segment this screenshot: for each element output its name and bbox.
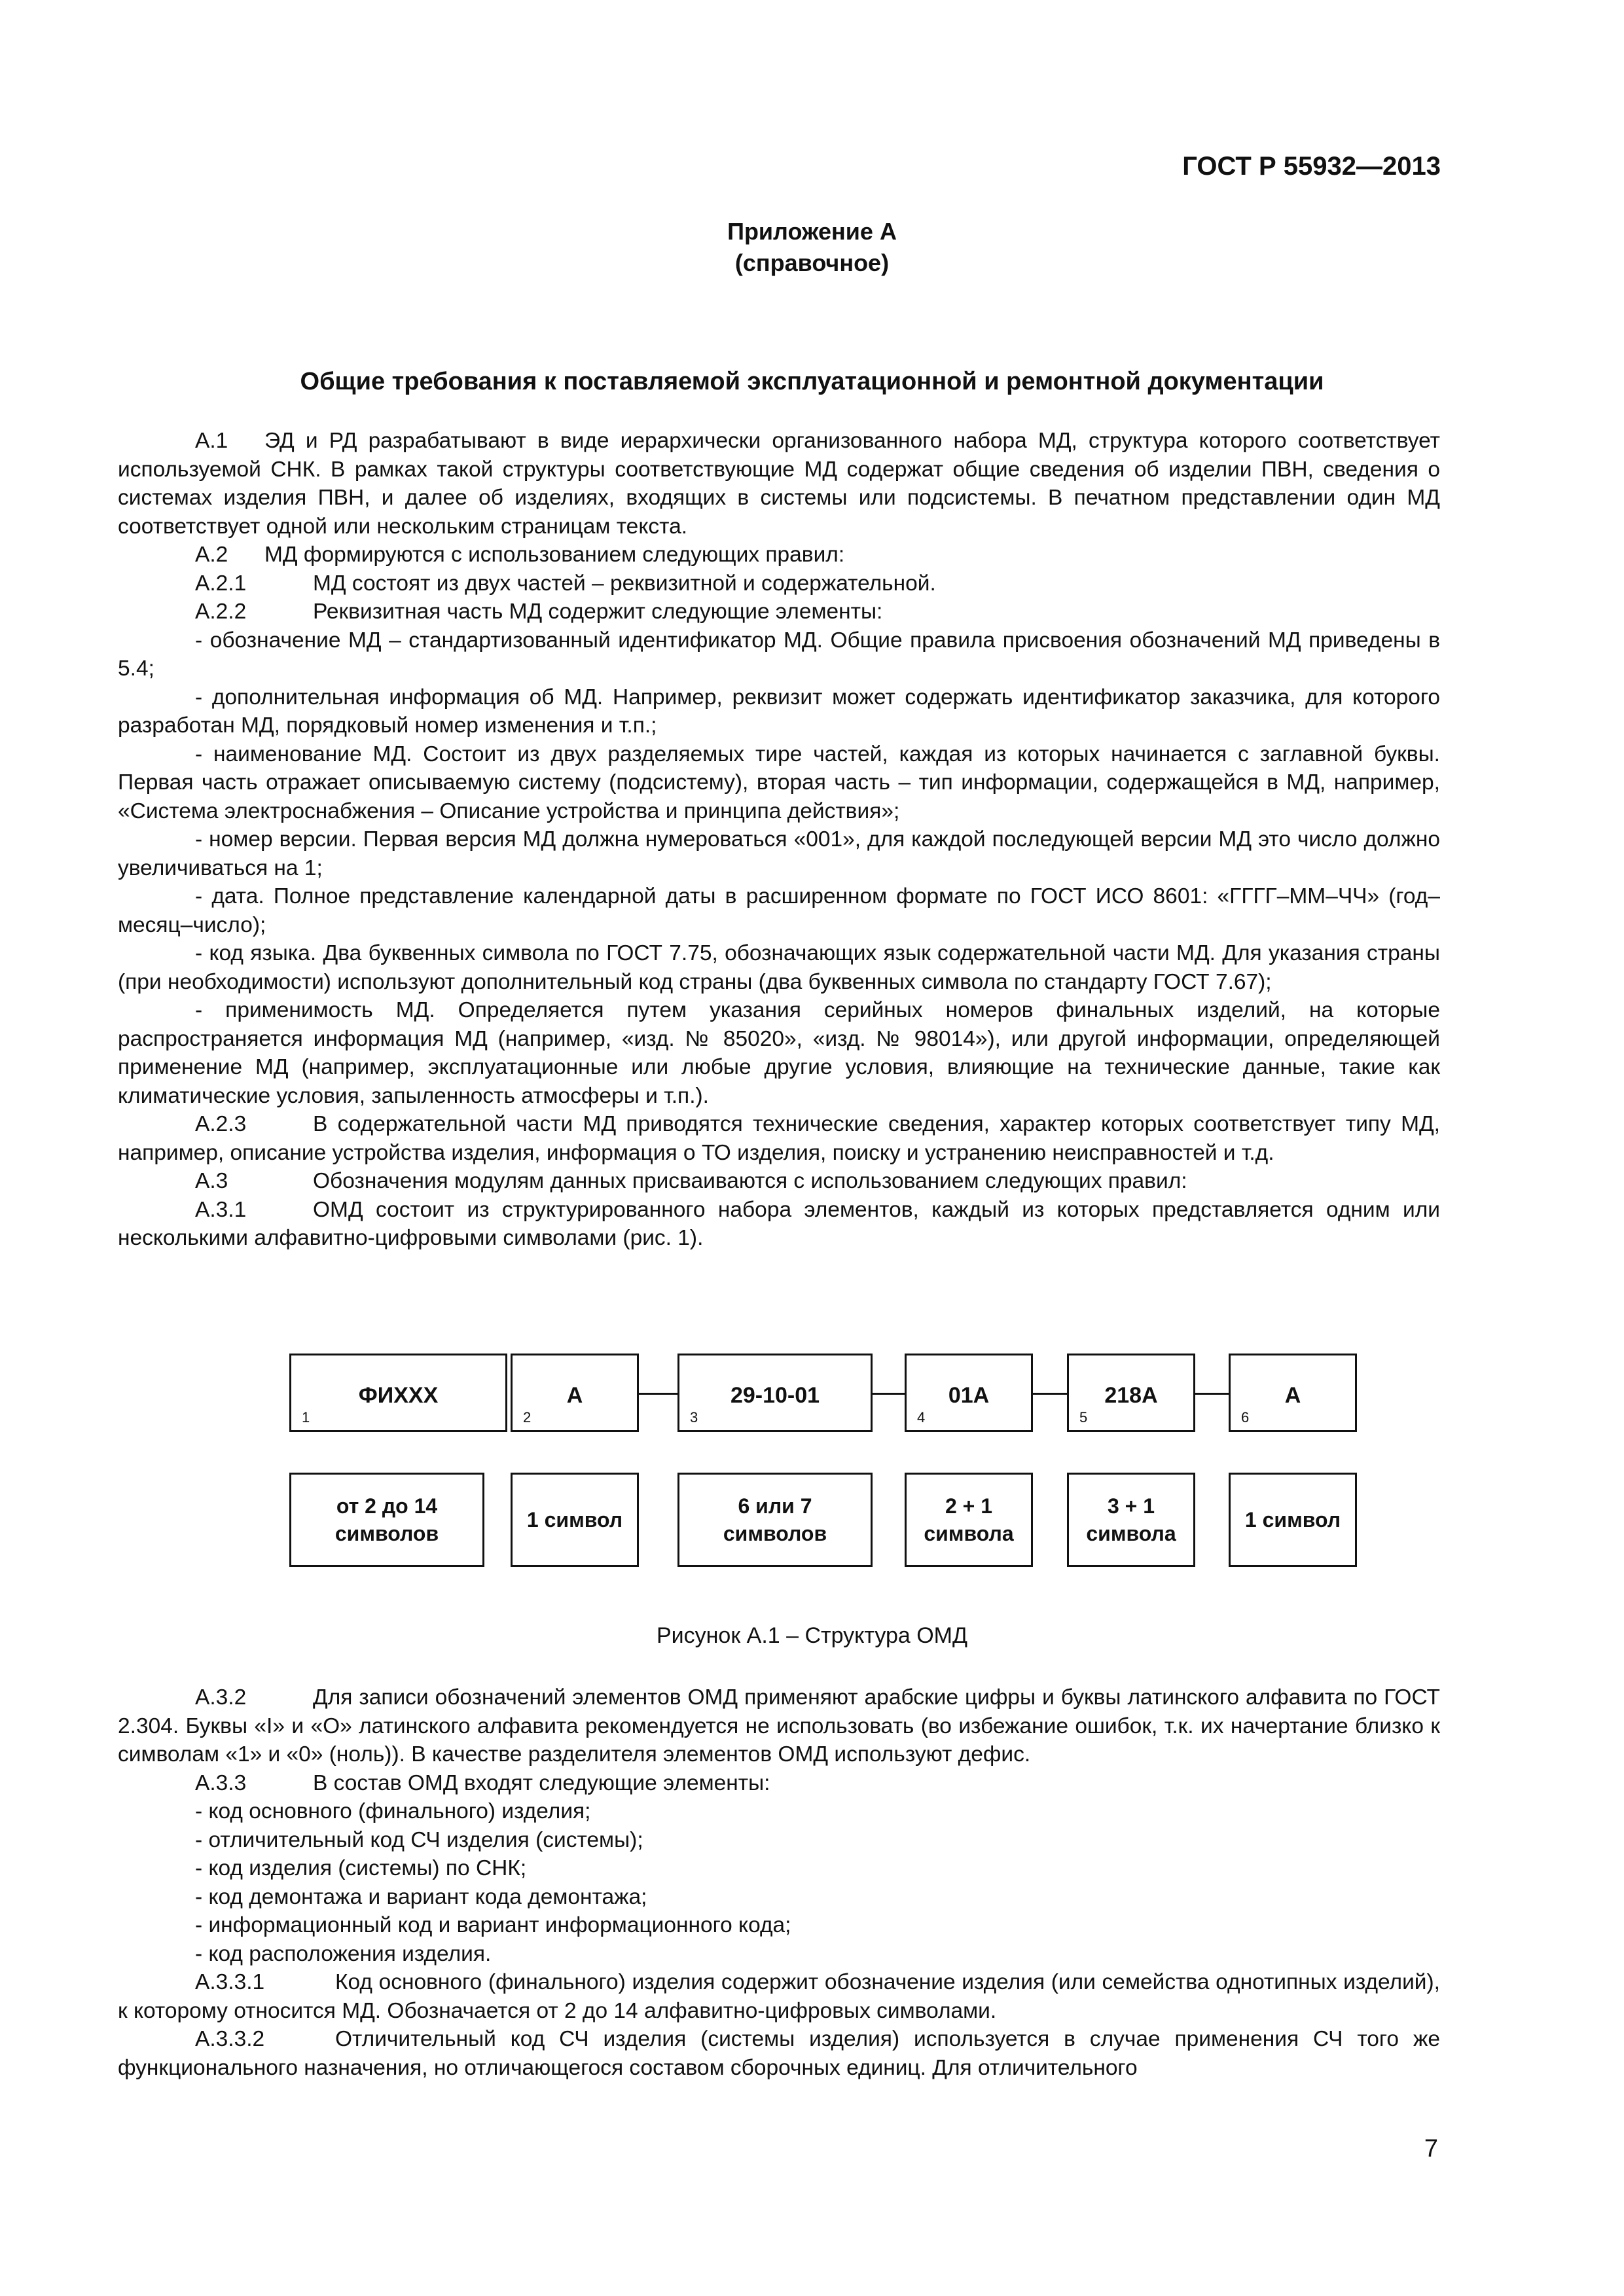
paragraph-text: В содержательной части МД приводятся технические сведения, характер которых соответствует типу МД, например, описание устройства изделия, информация о ТО изделия, поиску и устранению неисправностей и т.д. [118,1112,1440,1165]
list-item: - номер версии. Первая версия МД должна нумероваться «001», для каждой последующей версии МД это число должно увеличиваться на 1; [118,827,1440,880]
paragraph-number: А.1 [195,429,228,453]
paragraph-a1 [118,427,1440,541]
element-length: от 2 до 14 символов [334,1494,439,1545]
paragraph-a3-1 [118,1196,1440,1253]
paragraph-text: Отличительный код СЧ изделия (системы изделия) используется в случае применения СЧ того же функционального назначения, но отличающегося составом сборочных единиц. Для отличительного [118,2027,1440,2080]
page-number: 7 [1424,2135,1438,2162]
element-value: 29-10-01 [730,1383,820,1408]
paragraph-a2-1 [118,569,1440,598]
element-index: 4 [917,1409,926,1426]
paragraph-number: А.3 [195,1169,228,1193]
element-index: 3 [690,1409,698,1426]
paragraph-number: А.3.1 [195,1197,247,1222]
paragraph-number: А.2.1 [195,571,247,596]
paragraph-number: А.3.2 [195,1685,247,1710]
element-box-6 [1229,1354,1357,1432]
paragraph-number: А.3.3.2 [195,2027,265,2051]
element-value: А [1284,1383,1301,1408]
standard-designation: ГОСТ Р 55932—2013 [1182,152,1441,181]
paragraph-text: МД состоят из двух частей – реквизитной и содержательной. [313,571,936,596]
element-index: 5 [1079,1409,1088,1426]
connector-line [639,1393,677,1395]
list-item: - код демонтажа и вариант кода демонтажа; [195,1884,647,1909]
element-length: 1 символ [1244,1508,1341,1532]
element-index: 6 [1241,1409,1250,1426]
element-box-1 [289,1354,507,1432]
list-item: - код изделия (системы) по СНК; [195,1856,527,1880]
element-length: 2 + 1 символа [924,1494,1014,1545]
paragraph-text: Для записи обозначений элементов ОМД применяют арабские цифры и буквы латинского алфавита по ГОСТ 2.304. Буквы «I» и «O» латинского алфавита рекомендуется не использовать (во избежание ошибок, т.к. их начертание близко к символам «1» и «0» (ноль)). В качестве разделителя элементов ОМД используют дефис. [118,1685,1440,1767]
paragraph-a3-2 [118,1683,1440,1769]
body-text-bottom [118,1683,1440,2082]
connector-line [1033,1393,1067,1395]
connector-line [873,1393,905,1395]
list-item: - код языка. Два буквенных символа по ГОСТ 7.75, обозначающих язык содержательной части МД. Для указания страны (при необходимости) используют дополнительный код страны (два буквенных символа по стандарту ГОСТ 7.67); [118,941,1440,994]
element-index: 2 [523,1409,532,1426]
list-item: - информационный код и вариант информационного кода; [195,1913,791,1937]
list-item: - применимость МД. Определяется путем указания серийных номеров финальных изделий, на которые распространяется информация МД (например, «изд. № 85020», «изд. № 98014»), или другой информации, определяющей применение МД (например, эксплуатационные или любые другие условия, влияющие на технические данные, такие как климатические условия, запыленность атмосферы и т.п.). [118,998,1440,1108]
appendix-title: Приложение А [727,218,897,245]
list-item: - дополнительная информация об МД. Например, реквизит может содержать идентификатор заказчика, для которого разработан МД, порядковый номер изменения и т.п.; [118,685,1440,738]
element-box-5 [1067,1354,1195,1432]
paragraph-text: Обозначения модулям данных присваиваются с использованием следующих правил: [313,1169,1187,1193]
paragraph-a3-3-2 [118,2025,1440,2082]
length-box-6 [1229,1473,1357,1567]
element-value: ФИХХХ [358,1383,439,1408]
list-item: - код расположения изделия. [195,1941,492,1966]
element-value: 218А [1104,1383,1158,1408]
paragraph-text: МД формируются с использованием следующих правил: [264,543,845,567]
section-title: Общие требования к поставляемой эксплуатационной и ремонтной документации [300,368,1324,395]
paragraph-number: А.3.3.1 [195,1970,265,1994]
list-item: - дата. Полное представление календарной даты в расширенном формате по ГОСТ ИСО 8601: «ГГГГ–ММ–ЧЧ» (год–месяц–число); [118,884,1440,937]
element-value: А [566,1383,583,1408]
appendix-subtitle: (справочное) [734,249,890,276]
list-item: - отличительный код СЧ изделия (системы); [195,1827,643,1852]
length-box-3 [677,1473,873,1567]
list-item: - обозначение МД – стандартизованный идентификатор МД. Общие правила присвоения обозначений МД приведены в 5.4; [118,628,1440,681]
element-box-3 [677,1354,873,1432]
paragraph-number: А.2.2 [195,600,247,624]
body-text-top [118,427,1440,1253]
length-box-5 [1067,1473,1195,1567]
paragraph-text: В состав ОМД входят следующие элементы: [313,1770,770,1795]
element-value: 01А [948,1383,990,1408]
paragraph-number: А.2.3 [195,1112,247,1136]
paragraph-a2-2 [118,598,1440,626]
paragraph-a3-3-1 [118,1968,1440,2025]
element-box-4 [905,1354,1033,1432]
paragraph-a3-3 [118,1769,1440,1798]
element-length: 3 + 1 символа [1086,1494,1176,1545]
paragraph-number: А.2 [195,543,228,567]
element-box-2 [511,1354,639,1432]
paragraph-text: Реквизитная часть МД содержит следующие элементы: [313,600,883,624]
element-length: 6 или 7 символов [723,1494,827,1545]
element-index: 1 [302,1409,310,1426]
paragraph-text: ОМД состоит из структурированного набора элементов, каждый из которых представляется одним или несколькими алфавитно-цифровыми символами (рис. 1). [118,1197,1440,1250]
list-item: - наименование МД. Состоит из двух разделяемых тире частей, каждая из которых начинается с заглавной буквы. Первая часть отражает описываемую систему (подсистему), вторая часть – тип информации, содержащейся в МД, например, «Система электроснабжения – Описание устройства и принципа действия»; [118,742,1440,823]
paragraph-a2-3 [118,1110,1440,1167]
paragraph-a2 [118,541,1440,569]
connector-line [1195,1393,1229,1395]
length-box-1 [289,1473,484,1567]
length-box-4 [905,1473,1033,1567]
element-length: 1 символ [526,1508,623,1532]
figure-caption: Рисунок А.1 – Структура ОМД [656,1623,968,1648]
length-box-2 [511,1473,639,1567]
paragraph-number: А.3.3 [195,1770,247,1795]
paragraph-text: Код основного (финального) изделия содержит обозначение изделия (или семейства однотипных изделий), к которому относится МД. Обозначается от 2 до 14 алфавитно-цифровых символами. [118,1970,1440,2023]
paragraph-a3 [118,1167,1440,1196]
paragraph-text: ЭД и РД разрабатывают в виде иерархически организованного набора МД, структура которого соответствует используемой СНК. В рамках такой структуры соответствующие МД содержат общие сведения об изделии ПВН, сведения о системах изделия ПВН, и далее об изделиях, входящих в системы или подсистемы. В печатном представлении один МД соответствует одной или нескольким страницам текста. [118,429,1440,539]
list-item: - код основного (финального) изделия; [195,1799,591,1823]
